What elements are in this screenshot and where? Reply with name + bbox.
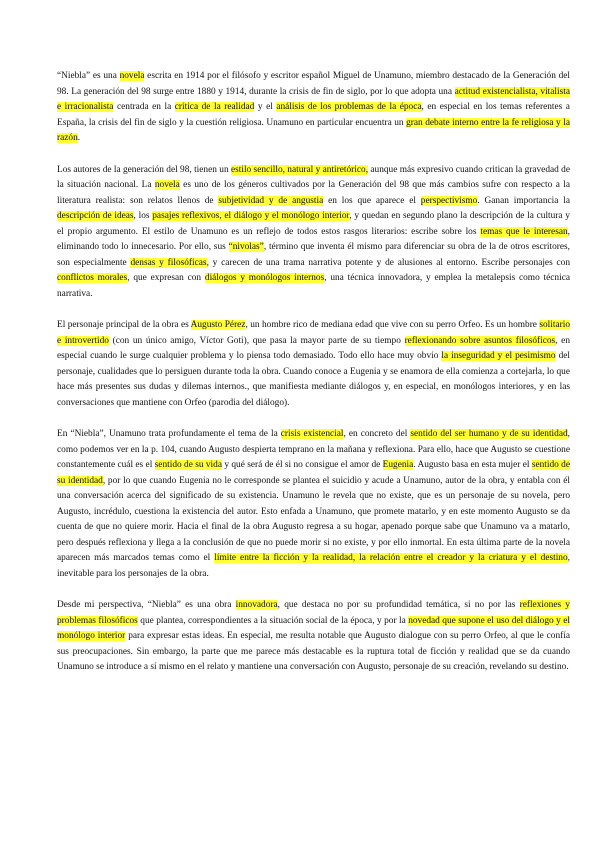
text-run: . Augusto basa en esta mujer el: [413, 460, 532, 470]
text-run: , y carecen de una trama narrativa potente y de alusiones al entorno. Escribe personajes con: [206, 257, 570, 268]
text-run: , en concreto del: [343, 429, 411, 439]
text-run: que plantea, correspondientes a la situación social de la época, y por la: [137, 615, 409, 626]
highlighted-text: temas que le interesan: [480, 226, 568, 237]
highlighted-text: perspectivismo: [420, 195, 478, 206]
highlighted-text: la inseguridad y el pesimismo: [441, 351, 556, 361]
highlighted-text: Augusto Pérez: [190, 320, 246, 330]
text-run: , término que inventa él mismo para diferenciar su obra de la de otros escritores, son especialmente: [57, 242, 571, 268]
highlighted-text: reflexiones y problemas filosóficos: [57, 600, 570, 626]
text-run: Desde mi perspectiva, “Niebla” es una obra: [57, 600, 236, 610]
highlighted-text: novela: [154, 180, 180, 190]
text-run: “Niebla” es una: [57, 71, 120, 81]
text-run: . Ganan importancia la: [477, 195, 570, 206]
text-run: , una técnica innovadora, y emplea la metalepsis como técnica narrativa.: [57, 273, 570, 299]
text-run: , en especial cuando le surge cualquier problema y lo piensa todo demasiado. Todo ello hace muy obvio: [57, 335, 570, 361]
highlighted-text: gran debate interno entre la fe religiosa y la razón: [57, 117, 570, 143]
text-run: En “Niebla”, Unamuno trata profundamente el tema de la: [57, 429, 281, 439]
text-run: para expresar estas ideas. En especial, me resulta notable que Augusto dialogue con su perro Orfeo, al que le confía sus preocupaciones. Sin embargo, la parte que me parece más destacable es la ruptura total de ficción y realidad que se da cuando Unamuno se introduce a sí mismo en el relato y mantiene una conversación con Augusto, personaje de su creación, revelando su destino.: [57, 631, 571, 672]
highlighted-text: densas y filosóficas: [130, 257, 207, 268]
paragraph-theme: [57, 427, 570, 582]
text-run: .: [77, 133, 81, 143]
highlighted-text: solitario e introvertido: [57, 320, 570, 346]
highlighted-text: crisis existencial: [280, 429, 344, 439]
text-run: , un hombre rico de mediana edad que vive con su perro Orfeo. Es un hombre: [245, 320, 540, 330]
text-run: , que destaca no por su profundidad temática, si no por las: [277, 600, 520, 610]
highlighted-text: “nivolas”: [228, 242, 264, 252]
highlighted-text: sentido de su identidad: [57, 460, 570, 486]
highlighted-text: estilo sencillo, natural y antiretórico,: [230, 164, 369, 175]
highlighted-text: Eugenia: [382, 460, 414, 470]
text-run: El personaje principal de la obra es: [57, 320, 191, 330]
text-run: , eliminando todo lo innecesario. Por ello, sus: [57, 226, 570, 252]
text-run: , en especial en los temas referentes a España, la crisis del fin de siglo y la cuestión religiosa. Unamuno en particular encuentra un: [57, 102, 570, 128]
text-run: del personaje, cualidades que lo persiguen durante toda la obra. Cuando conoce a Eugenia y se enamora de ella comienza a cortejarla, lo que hace más presentes sus dudas y dilemas internos., que manifiesta mediante diálogos y, en especial, en monólogos interiores, y en las conversaciones que mantiene con Orfeo (parodia del diálogo).: [57, 351, 570, 408]
highlighted-text: pasajes reflexivos, el diálogo y el monólogo interior: [152, 211, 350, 221]
paragraph-intro: [57, 69, 570, 147]
highlighted-text: sentido del ser humano y de su identidad: [410, 429, 568, 439]
text-run: (con un único amigo, Víctor Goti), que pasa la mayor parte de su tiempo: [108, 335, 405, 346]
paragraph-character: [57, 318, 570, 411]
text-run: y el: [254, 102, 277, 112]
text-run: , como podemos ver en la p. 104, cuando Augusto despierta temprano en la mañana y reflexiona. Para ello, hace que Augusto se cuestione constantemente cuál es el: [57, 429, 570, 470]
highlighted-text: innovadora: [235, 600, 278, 610]
text-run: , y quedan en segundo plano la descripción de la cultura y el propio argumento. El estilo de Unamuno es un reflejo de todos estos rasgos literarios: escribe sobre los: [57, 211, 570, 237]
highlighted-text: subjetividad y de angustia: [218, 195, 324, 206]
text-run: , que expresan con: [127, 273, 205, 283]
text-run: , los: [133, 211, 153, 221]
highlighted-text: análisis de los problemas de la época: [276, 102, 422, 112]
highlighted-text: límite entre la ficción y la realidad, la relación entre el creador y la criatura y el destino: [214, 553, 568, 563]
highlighted-text: novela: [119, 71, 145, 81]
text-run: , por lo que cuando Eugenia no le corresponde se plantea el suicidio y acude a Unamuno, autor de la obra, y entabla con él una conversación acerca del significado de su existencia. Unamuno le revela que no existe, que es un personaje de su novela, pero Augusto, incrédulo, cuestiona la existencia del autor. Esto enfada a Unamuno, que promete matarlo, y en este momento Augusto se da cuenta de que no quiere morir. Hacia el final de la obra Augusto regresa a su hogar, apenado porque sabe que Unamuno va a matarlo, pero después reflexiona y llega a la conclusión de que no puede morir si no existe, y por ello inmortal. En esta última parte de la novela aparecen más marcados temas como el: [57, 475, 570, 563]
highlighted-text: reflexionando sobre asuntos filosóficos: [404, 335, 556, 346]
text-run: aunque más expresivo cuando critican la gravedad de la situación nacional. La: [57, 164, 570, 190]
highlighted-text: novedad que supone el uso del diálogo y el monólogo interior: [57, 615, 570, 641]
highlighted-text: crítica de la realidad: [174, 102, 255, 112]
text-run: escrita en 1914 por el filósofo y escritor español Miguel de Unamuno, miembro destacado de la Generación del 98. La generación del 98 surge entre 1880 y 1914, durante la crisis de fin de siglo, por lo que adopta una: [57, 71, 571, 97]
highlighted-text: sentido de su vida: [154, 460, 222, 470]
text-run: y qué será de él si no consigue el amor de: [221, 460, 383, 470]
text-run: es uno de los géneros cultivados por la Generación del 98 que más cambios sufre con respecto a la literatura realista: son relatos llenos de: [57, 180, 570, 206]
text-run: centrada en la: [113, 102, 175, 112]
text-run: en los que aparece el: [323, 195, 421, 206]
text-run: , inevitable para los personajes de la obra.: [57, 553, 570, 579]
highlighted-text: diálogos y monólogos internos: [204, 273, 325, 283]
paragraph-opinion: [57, 598, 570, 676]
paragraph-style: [57, 163, 570, 303]
highlighted-text: actitud existencialista, vitalista e irracionalista: [57, 86, 570, 112]
highlighted-text: descripción de ideas: [57, 211, 134, 221]
highlighted-text: conflictos morales: [57, 273, 128, 283]
text-run: Los autores de la generación del 98, tienen un: [57, 164, 231, 175]
